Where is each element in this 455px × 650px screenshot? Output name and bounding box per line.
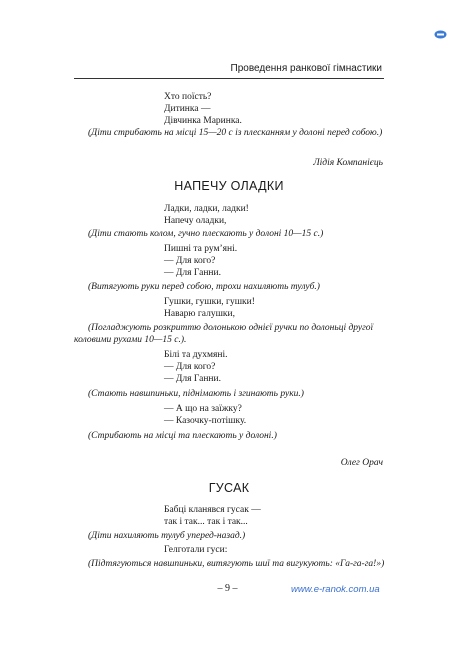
verse-line: — А що на заїжку?	[164, 404, 242, 414]
verse-line: Білі та духмяні.	[164, 350, 228, 360]
verse-line: Гушки, гушки, гушки!	[164, 297, 255, 307]
stage-direction: (Діти стають колом, гучно плескають у долоні 10—15 с.)	[88, 229, 324, 239]
verse-line: Дівчинка Маринка.	[164, 116, 242, 126]
verse-line: Наварю галушки,	[164, 309, 235, 319]
publisher-logo	[434, 30, 447, 39]
publisher-url[interactable]: www.e-ranok.com.ua	[291, 584, 380, 595]
author-name: Лідія Компанієць	[313, 158, 383, 168]
verse-line: Хто поїсть?	[164, 92, 212, 102]
verse-line: — Для кого?	[164, 256, 216, 266]
verse-line: — Для кого?	[164, 362, 216, 372]
running-title: Проведення ранкової гімнастики	[230, 63, 382, 74]
stage-direction: коловими рухами 10—15 с.).	[74, 335, 187, 345]
stage-direction: (Стають навшпиньки, піднімають і згинають руки.)	[88, 389, 304, 399]
header-rule	[74, 78, 384, 79]
stage-direction: (Підтягуються навшпиньки, витягують шиї та вигукують: «Га-га-га!»)	[88, 559, 385, 569]
poem-title: НАПЕЧУ ОЛАДКИ	[174, 179, 284, 193]
verse-line: Бабці кланявся гусак —	[164, 505, 261, 515]
poem-title: ГУСАК	[208, 481, 250, 495]
author-name: Олег Орач	[340, 458, 383, 468]
stage-direction: (Погладжують розкриттю долонькою однієї ручки по долоньці другої	[88, 323, 374, 333]
verse-line: Дитинка —	[164, 104, 211, 114]
verse-line: Ладки, ладки, ладки!	[164, 204, 249, 214]
verse-line: — Для Ганни.	[164, 268, 221, 278]
stage-direction: (Стрибають на місці та плескають у долоні.)	[88, 431, 277, 441]
verse-line: — Казочку-потішку.	[164, 416, 247, 426]
verse-line: Напечу оладки,	[164, 216, 227, 226]
verse-line: Пишні та рум’яні.	[164, 244, 238, 254]
stage-direction: (Діти нахиляють тулуб уперед-назад.)	[88, 531, 246, 541]
verse-line: Гелготали гуси:	[164, 545, 228, 555]
verse-line: так і так... так і так...	[164, 517, 248, 527]
verse-line: — Для Ганни.	[164, 374, 221, 384]
stage-direction: (Витягують руки перед собою, трохи нахиляють тулуб.)	[88, 282, 320, 292]
page-number: – 9 –	[217, 583, 238, 594]
stage-direction: (Діти стрибають на місці 15—20 с із плесканням у долоні перед собою.)	[88, 128, 383, 138]
